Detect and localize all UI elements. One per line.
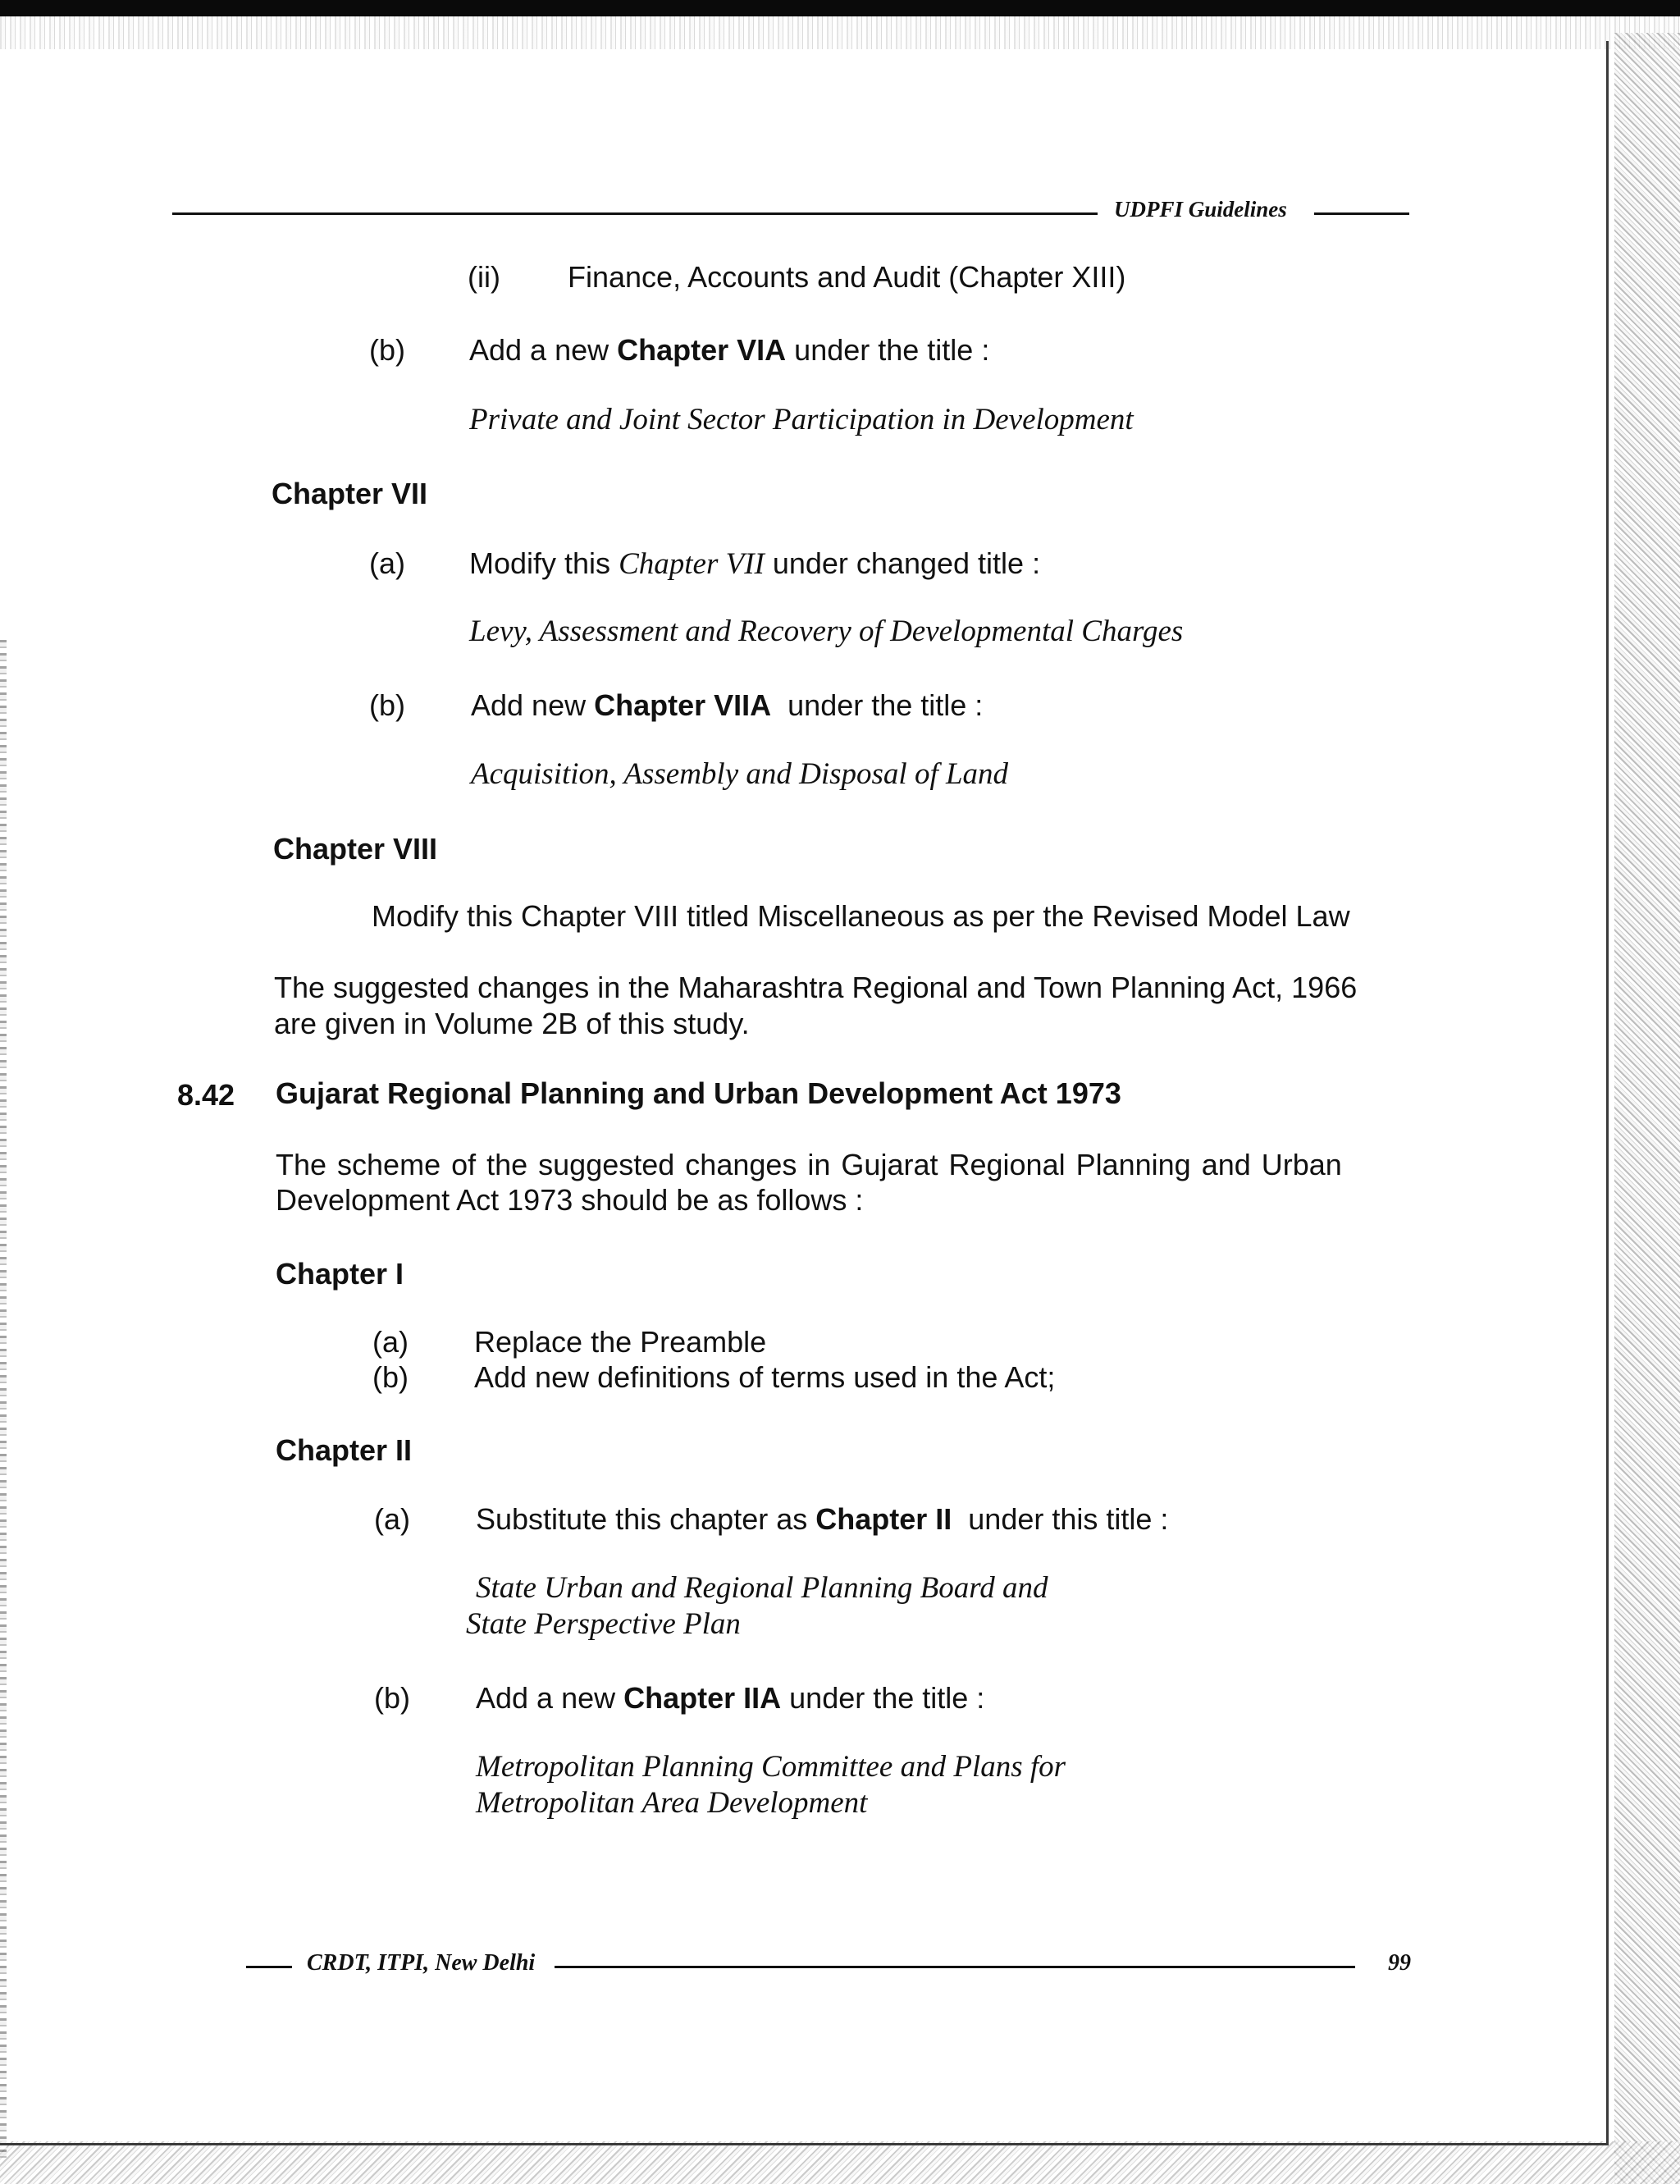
ch7-b-bold: Chapter VIIA xyxy=(594,688,772,722)
ch2-a-bold: Chapter II xyxy=(815,1502,952,1536)
item-b1-post: under the title : xyxy=(786,333,990,367)
chapter-vii-heading: Chapter VII xyxy=(272,477,428,510)
footer-rule-right xyxy=(555,1966,1355,1968)
chapter-i-heading: Chapter I xyxy=(276,1257,404,1291)
ch2-a-pre: Substitute this chapter as xyxy=(476,1502,816,1536)
ch1-a-text: Replace the Preamble xyxy=(474,1325,767,1359)
ch1-a-marker: (a) xyxy=(372,1325,409,1359)
item-b1-text xyxy=(469,332,989,368)
ch7-a-text xyxy=(469,546,1040,583)
section-number: 8.42 xyxy=(177,1078,235,1112)
chapter-viii-heading: Chapter VIII xyxy=(273,832,438,866)
footer-publisher: CRDT, ITPI, New Delhi xyxy=(307,1950,536,1976)
ch2-b-title-line1: Metropolitan Planning Committee and Plans for xyxy=(476,1750,1066,1784)
para1-line2: are given in Volume 2B of this study. xyxy=(274,1007,750,1040)
ch2-a-text xyxy=(476,1501,1168,1537)
scan-noise-bottom xyxy=(0,2141,1680,2184)
ch2-a-marker: (a) xyxy=(374,1502,410,1536)
scan-top-border xyxy=(0,0,1680,16)
ch2-a-title-line1: State Urban and Regional Planning Board and xyxy=(476,1571,1048,1605)
item-b1-title: Private and Joint Sector Participation in Development xyxy=(469,403,1134,436)
header-rule-left xyxy=(172,212,1098,215)
item-ii-marker: (ii) xyxy=(468,260,500,294)
ch1-b-text: Add new definitions of terms used in the Act; xyxy=(474,1360,1056,1394)
ch2-b-post: under the title : xyxy=(781,1681,985,1715)
running-header: UDPFI Guidelines xyxy=(1114,197,1287,222)
footer-rule-left xyxy=(246,1966,292,1968)
ch7-b-marker: (b) xyxy=(369,688,405,722)
footer-page-number: 99 xyxy=(1388,1950,1411,1976)
ch2-b-title-line2: Metropolitan Area Development xyxy=(476,1786,868,1820)
para1-line1: The suggested changes in the Maharashtra Regional and Town Planning Act, 1966 xyxy=(274,971,1358,1004)
ch7-a-marker: (a) xyxy=(369,546,405,580)
ch7-a-title: Levy, Assessment and Recovery of Developmental Charges xyxy=(469,615,1184,648)
page-edge-right xyxy=(1606,41,1609,2145)
ch7-b-text xyxy=(471,688,983,724)
page-edge-bottom xyxy=(0,2143,1608,2145)
scan-noise-right xyxy=(1614,33,1680,2184)
section-title: Gujarat Regional Planning and Urban Development Act 1973 xyxy=(276,1076,1121,1110)
ch7-b-title: Acquisition, Assembly and Disposal of Land xyxy=(471,757,1009,791)
ch2-b-marker: (b) xyxy=(374,1681,410,1715)
scan-noise-left xyxy=(0,640,7,2158)
ch2-b-bold: Chapter IIA xyxy=(623,1681,782,1715)
item-b1-bold: Chapter VIA xyxy=(617,333,787,367)
ch2-b-text xyxy=(476,1680,984,1716)
ch7-b-post: under the title : xyxy=(771,688,984,722)
ch7-a-italic: Chapter VII xyxy=(619,547,765,581)
ch8-text: Modify this Chapter VIII titled Miscellaneous as per the Revised Model Law xyxy=(372,899,1350,933)
item-ii-text: Finance, Accounts and Audit (Chapter XIII) xyxy=(568,260,1126,294)
chapter-ii-heading: Chapter II xyxy=(276,1433,413,1467)
header-rule-right xyxy=(1314,212,1409,215)
ch2-b-pre: Add a new xyxy=(476,1681,624,1715)
scan-noise-top xyxy=(0,16,1680,49)
item-b1-pre: Add a new xyxy=(469,333,618,367)
ch2-a-post: under this title : xyxy=(952,1502,1169,1536)
para2-line2: Development Act 1973 should be as follows : xyxy=(276,1183,864,1217)
ch7-a-pre: Modify this xyxy=(469,546,619,580)
item-b1-marker: (b) xyxy=(369,333,405,367)
ch7-a-post: under changed title : xyxy=(764,546,1041,580)
ch7-b-pre: Add new xyxy=(471,688,595,722)
ch1-b-marker: (b) xyxy=(372,1360,409,1394)
ch2-a-title-line2: State Perspective Plan xyxy=(466,1607,741,1641)
para2-line1: The scheme of the suggested changes in Gujarat Regional Planning and Urban xyxy=(276,1148,1342,1181)
